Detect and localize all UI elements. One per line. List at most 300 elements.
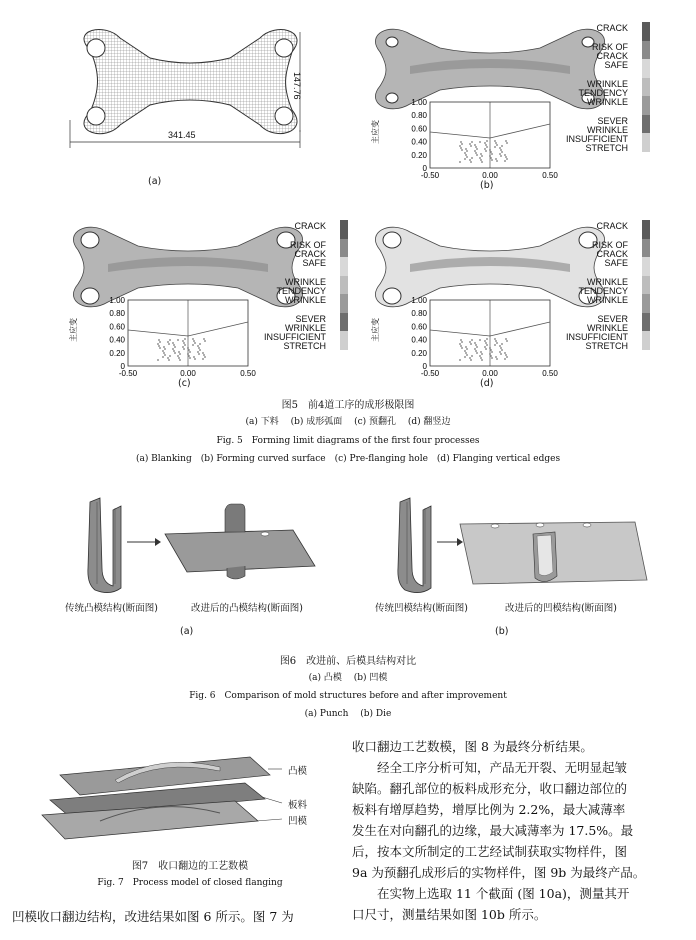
label-traditional-die: 传统凹模结构(断面图) <box>375 603 468 614</box>
fig5-sub-cn: (a) 下料 (b) 成形弧面 (c) 预翻孔 (d) 翻竖边 <box>245 417 451 427</box>
legend-label: WRINKLE <box>284 295 326 306</box>
strain-point <box>182 340 184 342</box>
label-improved-punch: 改进后的凸模结构(断面图) <box>191 603 303 614</box>
strain-point <box>466 156 468 158</box>
legend-swatch <box>642 59 650 78</box>
legend-label: CRACK <box>596 23 628 33</box>
y-tick-label: 0.80 <box>109 309 125 319</box>
legend-swatch <box>340 294 348 313</box>
strain-point <box>182 346 184 348</box>
strain-point <box>501 151 503 153</box>
hole <box>81 288 99 304</box>
legend-label: WRINKLE <box>586 295 628 306</box>
strain-point <box>464 350 466 352</box>
strain-point <box>471 355 473 357</box>
strain-point <box>469 159 471 161</box>
x-tick-label: 0.00 <box>180 369 196 378</box>
fig5-label-a: (a) <box>148 176 162 187</box>
strain-point <box>496 358 498 360</box>
strain-point <box>500 149 502 151</box>
strain-point <box>459 359 461 361</box>
legend-label: SEVER WRINKLE <box>586 313 628 333</box>
strain-point <box>169 339 171 341</box>
legend-label: SAFE <box>604 258 628 269</box>
strain-point <box>490 151 492 153</box>
hole <box>386 93 398 103</box>
label-improved-die: 改进后的凹模结构(断面图) <box>505 603 617 614</box>
strain-point <box>500 347 502 349</box>
strain-point <box>480 351 482 353</box>
legend-label: RISK OF CRACK <box>591 41 628 61</box>
strain-point <box>471 157 473 159</box>
fig7-caption-en: Fig. 7 Process model of closed flanging <box>97 878 283 888</box>
strain-point <box>172 342 174 344</box>
body-line: 9a 为预翻孔成形后的实物样件，图 9b 为最终产品。 <box>352 865 646 880</box>
strain-point <box>459 145 461 147</box>
strain-point <box>465 346 467 348</box>
x-tick-label: 0.00 <box>482 369 498 378</box>
strain-point <box>163 346 165 348</box>
y-axis-label: 主应变 <box>371 120 380 144</box>
strain-point <box>460 147 462 149</box>
strain-point <box>484 340 486 342</box>
strain-point <box>475 344 477 346</box>
legend-label: INSUFFICIENT STRETCH <box>264 332 326 352</box>
body-line: 经全工序分析可知，产品无开裂、无明显起皱 <box>352 760 628 775</box>
legend-label: CRACK <box>294 221 326 231</box>
legend-swatch <box>340 220 348 239</box>
y-tick-label: 0.60 <box>109 322 125 332</box>
strain-point <box>199 349 201 351</box>
body-line: 后，按本文所制定的工艺经试制获取实物样件，图 <box>352 844 628 859</box>
y-tick-label: 0.20 <box>109 348 125 358</box>
strain-point <box>168 343 170 345</box>
strain-point <box>167 341 169 343</box>
legend-swatch <box>642 115 650 134</box>
strain-point <box>474 342 476 344</box>
strain-point <box>464 356 466 358</box>
strain-point <box>168 359 170 361</box>
strain-point <box>469 357 471 359</box>
strain-point <box>197 351 199 353</box>
legend-swatch <box>642 257 650 276</box>
legend-label: SEVER WRINKLE <box>284 313 326 333</box>
legend-label: WRINKLE <box>586 97 628 108</box>
strain-point <box>471 141 473 143</box>
die-drawing <box>365 488 655 598</box>
strain-point <box>489 155 491 157</box>
strain-point <box>489 347 491 349</box>
strain-point <box>158 339 160 341</box>
strain-point <box>459 161 461 163</box>
strain-point <box>159 341 161 343</box>
strain-point <box>189 357 191 359</box>
traditional-punch <box>88 498 121 593</box>
strain-point <box>203 338 205 340</box>
strain-point <box>499 345 501 347</box>
legend-swatch <box>642 294 650 313</box>
fig6-sub-cn: (a) 凸模 (b) 凹模 <box>308 673 388 683</box>
strain-point <box>475 152 477 154</box>
legend-label: INSUFFICIENT STRETCH <box>566 332 628 352</box>
strain-point <box>505 338 507 340</box>
y-tick-label: 0.20 <box>411 348 427 358</box>
strain-point <box>179 359 181 361</box>
strain-point <box>506 158 508 160</box>
strain-point <box>471 339 473 341</box>
legend-label: SEVER WRINKLE <box>586 115 628 135</box>
fig6-caption-cn: 图6 改进前、后模具结构对比 <box>279 656 417 667</box>
strain-point <box>188 355 190 357</box>
strain-point <box>470 161 472 163</box>
strain-point <box>504 352 506 354</box>
strain-point <box>464 152 466 154</box>
x-tick-label: 0.50 <box>542 369 558 378</box>
strain-point <box>490 157 492 159</box>
body-line: 收口翻边工艺数模，图 8 为最终分析结果。 <box>352 739 593 754</box>
strain-point <box>495 356 497 358</box>
legend-swatch <box>642 313 650 332</box>
legend-swatch <box>340 331 348 350</box>
fig6-sub-en: (a) Punch (b) Die <box>304 709 392 719</box>
strain-point <box>505 354 507 356</box>
strain-point <box>173 350 175 352</box>
strain-point <box>506 356 508 358</box>
x-tick-label: -0.50 <box>420 171 440 180</box>
strain-point <box>499 147 501 149</box>
strain-point <box>486 146 488 148</box>
strain-point <box>174 346 176 348</box>
strain-point <box>188 349 190 351</box>
strain-point <box>479 339 481 341</box>
strain-point <box>470 145 472 147</box>
strain-point <box>198 353 200 355</box>
y-tick-label: 0.20 <box>411 150 427 160</box>
x-tick-label: 0.50 <box>240 369 256 378</box>
strain-point <box>203 354 205 356</box>
x-tick-label: -0.50 <box>118 369 138 378</box>
strain-point <box>465 154 467 156</box>
strain-point <box>172 348 174 350</box>
strain-point <box>480 159 482 161</box>
legend-label: WRINKLE TENDENCY <box>578 276 628 296</box>
strain-point <box>184 344 186 346</box>
legend-label: WRINKLE TENDENCY <box>578 78 628 98</box>
y-tick-label: 1.00 <box>411 98 427 107</box>
strain-point <box>162 356 164 358</box>
blank-drawing <box>60 20 330 170</box>
y-tick-label: 0 <box>422 164 427 173</box>
strain-point <box>197 345 199 347</box>
legend-swatch <box>642 96 650 115</box>
punch-drawing <box>55 488 345 598</box>
strain-point <box>177 355 179 357</box>
strain-point <box>491 159 493 161</box>
strain-point <box>480 357 482 359</box>
strain-point <box>481 353 483 355</box>
body-line: 发生在对向翻孔的边缘，最大减薄率为 17.5%。最 <box>352 823 634 838</box>
strain-point <box>464 158 466 160</box>
strain-point <box>192 338 194 340</box>
legend-label: RISK OF CRACK <box>289 239 326 259</box>
fig6-panel-a <box>55 488 345 638</box>
strain-point <box>466 150 468 152</box>
strain-point <box>198 347 200 349</box>
strain-point <box>164 354 166 356</box>
strain-point <box>480 153 482 155</box>
strain-point <box>461 143 463 145</box>
strain-point <box>486 338 488 340</box>
dim-height: 147.76 <box>292 72 302 100</box>
strain-point <box>476 346 478 348</box>
label-die-fig7: 凹模 <box>288 816 308 827</box>
strain-point <box>474 144 476 146</box>
fig5-caption-cn: 图5 前4道工序的成形极限图 <box>281 400 415 411</box>
strain-point <box>494 146 496 148</box>
strain-point <box>494 140 496 142</box>
fig7-caption-cn: 图7 收口翻边的工艺数模 <box>131 861 249 872</box>
strain-point <box>485 144 487 146</box>
hole <box>386 37 398 47</box>
legend-label: SAFE <box>302 258 326 269</box>
strain-point <box>204 356 206 358</box>
strain-point <box>476 148 478 150</box>
strain-point <box>474 348 476 350</box>
legend-label: INSUFFICIENT STRETCH <box>566 134 628 154</box>
legend-swatch <box>642 331 650 350</box>
strain-point <box>499 153 501 155</box>
strain-point <box>173 344 175 346</box>
strain-point <box>506 142 508 144</box>
hole <box>81 232 99 248</box>
y-tick-label: 1.00 <box>411 296 427 305</box>
strain-point <box>479 157 481 159</box>
legend-swatch <box>340 313 348 332</box>
strain-point <box>177 339 179 341</box>
fig7 <box>20 735 340 895</box>
strain-point <box>491 357 493 359</box>
strain-point <box>470 359 472 361</box>
label-punch-fig7: 凸模 <box>288 766 308 777</box>
strain-point <box>481 155 483 157</box>
y-tick-label: 0 <box>120 362 125 371</box>
strain-point <box>460 345 462 347</box>
strain-point <box>167 357 169 359</box>
strain-point <box>460 339 462 341</box>
hole <box>383 232 401 248</box>
strain-point <box>500 155 502 157</box>
fig5-label: (b) <box>480 180 494 191</box>
strain-point <box>157 359 159 361</box>
strain-point <box>465 148 467 150</box>
fig6-label-b: (b) <box>495 626 509 637</box>
body-line: 板料有增厚趋势，增厚比例为 2.2%，最大减薄率 <box>352 802 626 817</box>
hole <box>383 288 401 304</box>
strain-point <box>494 344 496 346</box>
legend-swatch <box>642 22 650 41</box>
strain-point <box>194 358 196 360</box>
strain-point <box>178 351 180 353</box>
body-line: 在实物上选取 11 个截面 (图 10a)，测量其开 <box>352 886 630 901</box>
strain-point <box>481 359 483 361</box>
y-tick-label: 0.40 <box>109 335 125 345</box>
legend-swatch <box>642 276 650 295</box>
legend-swatch <box>642 78 650 97</box>
strain-point <box>500 353 502 355</box>
blank-shape <box>84 29 297 133</box>
strain-point <box>204 340 206 342</box>
label-traditional-punch: 传统凸模结构(断面图) <box>65 603 158 614</box>
strain-point <box>164 348 166 350</box>
strain-point <box>460 141 462 143</box>
y-tick-label: 1.00 <box>109 296 125 305</box>
strain-point <box>187 347 189 349</box>
strain-point <box>466 354 468 356</box>
strain-point <box>504 154 506 156</box>
fld-legend <box>233 220 348 360</box>
strain-point <box>499 351 501 353</box>
fld-legend <box>535 22 650 162</box>
legend-label: SAFE <box>604 60 628 71</box>
y-axis-label: 主应变 <box>371 318 380 342</box>
strain-point <box>189 351 191 353</box>
strain-point <box>489 149 491 151</box>
strain-point <box>476 154 478 156</box>
x-tick-label: -0.50 <box>420 369 440 378</box>
fig5-label: (d) <box>480 378 494 389</box>
strain-point <box>461 347 463 349</box>
y-tick-label: 0 <box>422 362 427 371</box>
fig5-panel-c <box>58 220 348 395</box>
strain-point <box>485 342 487 344</box>
strain-point <box>485 348 487 350</box>
strain-point <box>159 347 161 349</box>
strain-point <box>162 350 164 352</box>
strain-point <box>459 343 461 345</box>
strain-point <box>495 142 497 144</box>
dim-width: 341.45 <box>168 130 196 140</box>
strain-point <box>505 156 507 158</box>
x-tick-label: 0.50 <box>542 171 558 180</box>
strain-point <box>174 352 176 354</box>
strain-point <box>489 353 491 355</box>
strain-point <box>494 338 496 340</box>
strain-point <box>485 150 487 152</box>
legend-swatch <box>642 133 650 152</box>
y-tick-label: 0.80 <box>411 309 427 319</box>
strain-point <box>470 343 472 345</box>
strain-point <box>157 343 159 345</box>
strain-point <box>163 352 165 354</box>
strain-point <box>193 340 195 342</box>
fig6-panel-b <box>365 488 655 638</box>
strain-point <box>461 341 463 343</box>
strain-point <box>495 158 497 160</box>
strain-point <box>504 160 506 162</box>
strain-point <box>178 357 180 359</box>
strain-point <box>479 355 481 357</box>
strain-point <box>501 145 503 147</box>
strain-point <box>501 349 503 351</box>
strain-point <box>461 149 463 151</box>
fig6-caption-en: Fig. 6 Comparison of mold structures before and after improvement <box>189 691 507 701</box>
strain-point <box>476 352 478 354</box>
fig5-caption-en: Fig. 5 Forming limit diagrams of the first four processes <box>216 436 480 446</box>
fig5-label: (c) <box>178 378 191 389</box>
strain-point <box>501 343 503 345</box>
strain-point <box>491 153 493 155</box>
fig5-sub-en: (a) Blanking (b) Forming curved surface (c) Pre-flanging hole (d) Flanging vertical edges <box>135 454 561 464</box>
legend-swatch <box>642 239 650 258</box>
legend-label: WRINKLE TENDENCY <box>276 276 326 296</box>
legend-label: CRACK <box>596 221 628 231</box>
strain-point <box>194 342 196 344</box>
strain-point <box>505 140 507 142</box>
body-line: 口尺寸，测量结果如图 10b 所示。 <box>352 907 547 922</box>
strain-point <box>496 342 498 344</box>
strain-point <box>199 343 201 345</box>
fig5-panel-a <box>60 20 330 190</box>
strain-point <box>484 346 486 348</box>
strain-point <box>484 148 486 150</box>
strain-point <box>202 358 204 360</box>
y-tick-label: 0.80 <box>411 111 427 121</box>
label-sheet: 板料 <box>288 800 308 811</box>
strain-point <box>169 355 171 357</box>
strain-point <box>486 344 488 346</box>
traditional-die <box>398 498 431 593</box>
strain-point <box>466 348 468 350</box>
fig5-panel-b <box>360 22 650 197</box>
strain-point <box>484 142 486 144</box>
y-tick-label: 0.40 <box>411 335 427 345</box>
strain-point <box>475 350 477 352</box>
strain-point <box>504 358 506 360</box>
strain-point <box>183 342 185 344</box>
y-axis-label: 主应变 <box>69 318 78 342</box>
strain-point <box>187 353 189 355</box>
fld-legend <box>535 220 650 360</box>
strain-point <box>469 341 471 343</box>
strain-point <box>481 161 483 163</box>
legend-swatch <box>340 239 348 258</box>
legend-swatch <box>340 276 348 295</box>
strain-point <box>490 349 492 351</box>
fig5-panel-d <box>360 220 650 395</box>
fig6-label-a: (a) <box>180 626 194 637</box>
strain-point <box>202 352 204 354</box>
strain-point <box>465 352 467 354</box>
strain-point <box>506 340 508 342</box>
legend-swatch <box>340 257 348 276</box>
y-tick-label: 0.60 <box>411 322 427 332</box>
process-model-drawing <box>20 735 340 855</box>
strain-point <box>486 140 488 142</box>
strain-point <box>184 338 186 340</box>
strain-point <box>193 356 195 358</box>
body-text-right <box>352 736 692 925</box>
y-tick-label: 0.40 <box>411 137 427 147</box>
y-tick-label: 0.60 <box>411 124 427 134</box>
improved-punch <box>165 530 315 572</box>
legend-label: RISK OF CRACK <box>591 239 628 259</box>
strain-point <box>469 143 471 145</box>
strain-point <box>183 348 185 350</box>
strain-point <box>491 351 493 353</box>
x-tick-label: 0.00 <box>482 171 498 180</box>
strain-point <box>490 355 492 357</box>
strain-point <box>192 344 194 346</box>
